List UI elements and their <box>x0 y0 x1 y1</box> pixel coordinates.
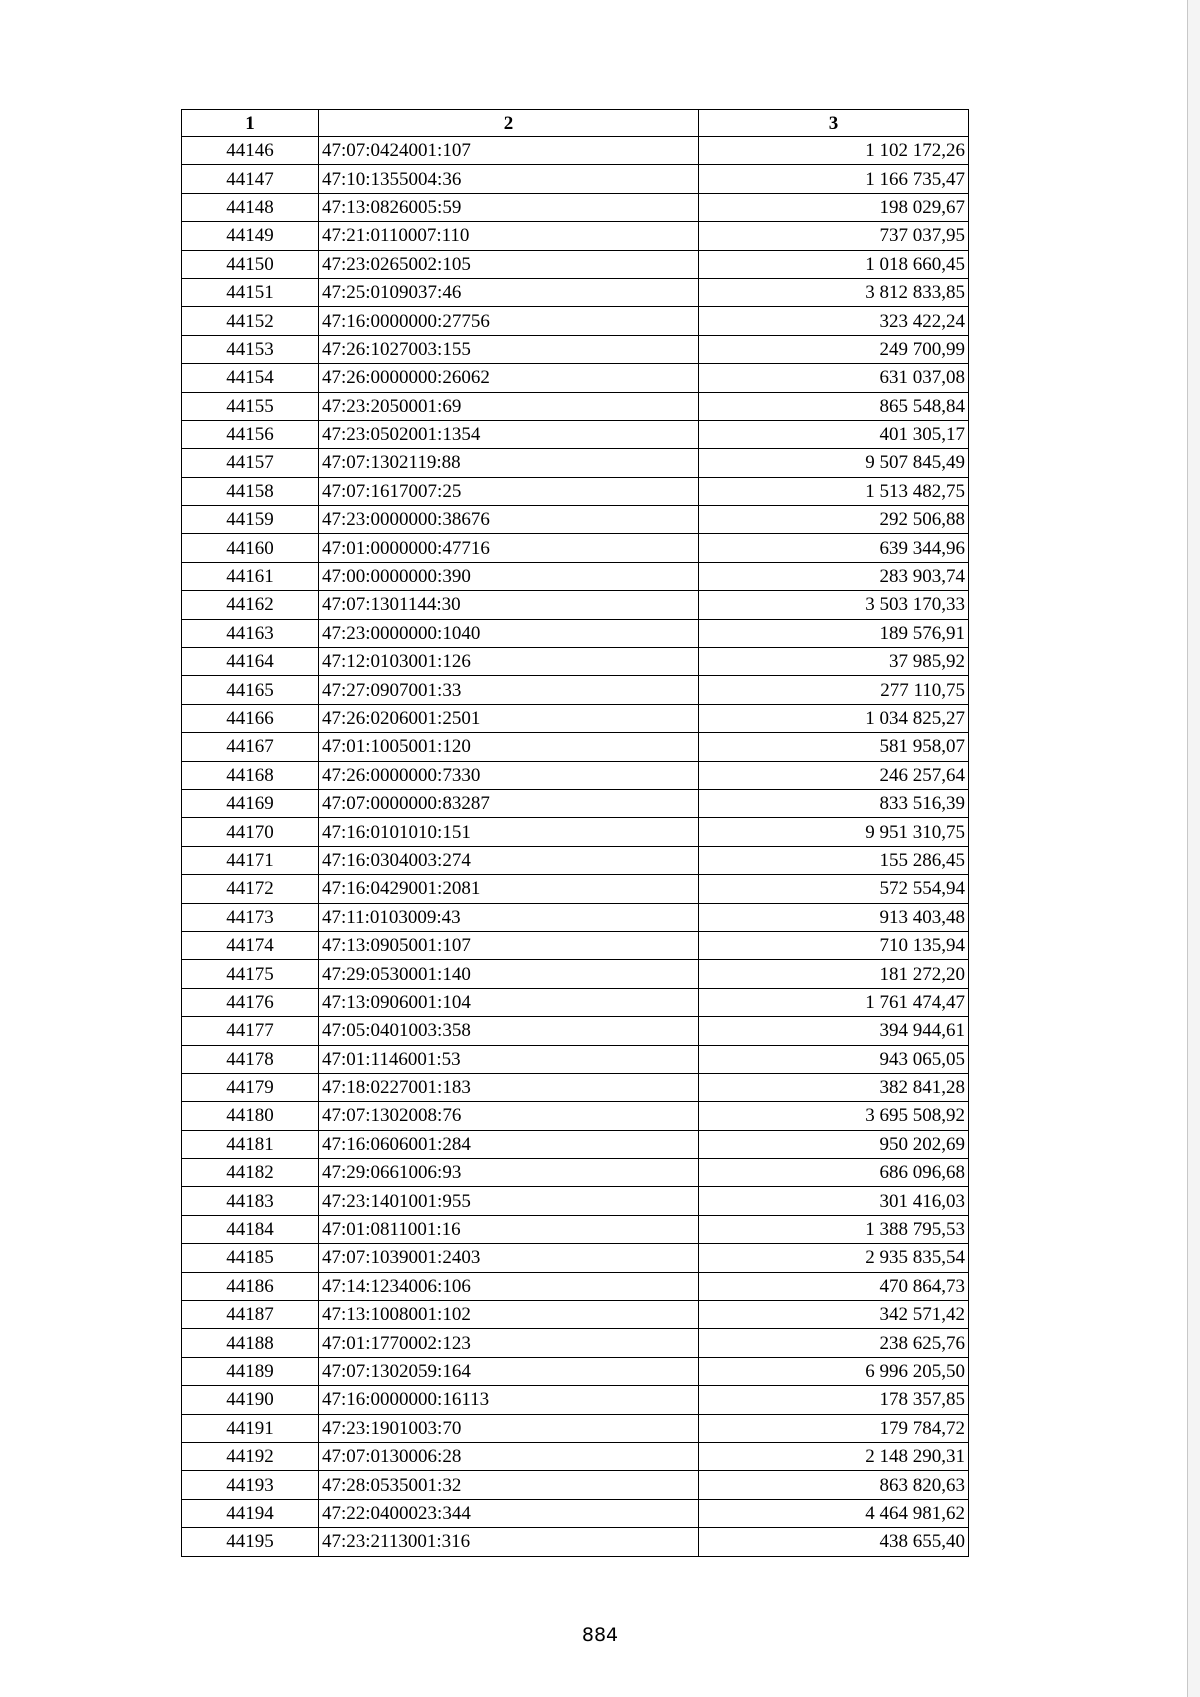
cadastral-number-cell: 47:22:0400023:344 <box>319 1499 699 1527</box>
value-cell: 246 257,64 <box>699 761 969 789</box>
table-row <box>182 1528 969 1556</box>
table-row <box>182 1386 969 1414</box>
value-cell: 1 034 825,27 <box>699 704 969 732</box>
row-number-cell: 44185 <box>182 1244 319 1272</box>
cadastral-number-cell: 47:16:0000000:16113 <box>319 1386 699 1414</box>
cadastral-number-cell: 47:13:0906001:104 <box>319 988 699 1016</box>
row-number-cell: 44159 <box>182 506 319 534</box>
cadastral-number-cell: 47:29:0661006:93 <box>319 1159 699 1187</box>
row-number-cell: 44149 <box>182 222 319 250</box>
table-row <box>182 789 969 817</box>
cadastral-number-cell: 47:07:1039001:2403 <box>319 1244 699 1272</box>
value-cell: 2 935 835,54 <box>699 1244 969 1272</box>
value-cell: 178 357,85 <box>699 1386 969 1414</box>
table-row <box>182 1130 969 1158</box>
row-number-cell: 44165 <box>182 676 319 704</box>
table-body <box>182 137 969 1557</box>
table-row <box>182 875 969 903</box>
value-cell: 181 272,20 <box>699 960 969 988</box>
cadastral-number-cell: 47:26:0206001:2501 <box>319 704 699 732</box>
value-cell: 323 422,24 <box>699 307 969 335</box>
row-number-cell: 44150 <box>182 250 319 278</box>
cadastral-number-cell: 47:07:0000000:83287 <box>319 789 699 817</box>
value-cell: 292 506,88 <box>699 506 969 534</box>
value-cell: 283 903,74 <box>699 562 969 590</box>
column-header-3: 3 <box>699 110 969 137</box>
table-row <box>182 1045 969 1073</box>
cadastral-number-cell: 47:11:0103009:43 <box>319 903 699 931</box>
row-number-cell: 44172 <box>182 875 319 903</box>
value-cell: 639 344,96 <box>699 534 969 562</box>
row-number-cell: 44168 <box>182 761 319 789</box>
cadastral-number-cell: 47:12:0103001:126 <box>319 648 699 676</box>
table-row <box>182 307 969 335</box>
row-number-cell: 44147 <box>182 165 319 193</box>
value-cell: 2 148 290,31 <box>699 1442 969 1470</box>
row-number-cell: 44173 <box>182 903 319 931</box>
table-row <box>182 1357 969 1385</box>
table-row <box>182 562 969 590</box>
value-cell: 865 548,84 <box>699 392 969 420</box>
row-number-cell: 44183 <box>182 1187 319 1215</box>
cadastral-number-cell: 47:26:1027003:155 <box>319 335 699 363</box>
cadastral-number-cell: 47:28:0535001:32 <box>319 1471 699 1499</box>
cadastral-number-cell: 47:05:0401003:358 <box>319 1017 699 1045</box>
table-row <box>182 534 969 562</box>
value-cell: 1 166 735,47 <box>699 165 969 193</box>
value-cell: 833 516,39 <box>699 789 969 817</box>
table-row <box>182 278 969 306</box>
cadastral-number-cell: 47:23:0502001:1354 <box>319 420 699 448</box>
value-cell: 1 102 172,26 <box>699 137 969 165</box>
cadastral-number-cell: 47:23:1401001:955 <box>319 1187 699 1215</box>
row-number-cell: 44175 <box>182 960 319 988</box>
value-cell: 913 403,48 <box>699 903 969 931</box>
table-row <box>182 988 969 1016</box>
cadastral-number-cell: 47:07:1301144:30 <box>319 591 699 619</box>
page-number: 884 <box>581 1624 619 1646</box>
value-cell: 6 996 205,50 <box>699 1357 969 1385</box>
cadastral-number-cell: 47:23:1901003:70 <box>319 1414 699 1442</box>
value-cell: 342 571,42 <box>699 1301 969 1329</box>
row-number-cell: 44178 <box>182 1045 319 1073</box>
table-row <box>182 1102 969 1130</box>
value-cell: 737 037,95 <box>699 222 969 250</box>
row-number-cell: 44184 <box>182 1215 319 1243</box>
table-row <box>182 477 969 505</box>
table-row <box>182 506 969 534</box>
row-number-cell: 44163 <box>182 619 319 647</box>
value-cell: 3 503 170,33 <box>699 591 969 619</box>
value-cell: 189 576,91 <box>699 619 969 647</box>
row-number-cell: 44187 <box>182 1301 319 1329</box>
cadastral-number-cell: 47:23:0265002:105 <box>319 250 699 278</box>
table-header-row <box>182 110 969 137</box>
value-cell: 438 655,40 <box>699 1528 969 1556</box>
cadastral-number-cell: 47:01:1005001:120 <box>319 733 699 761</box>
cadastral-number-cell: 47:23:0000000:1040 <box>319 619 699 647</box>
cadastral-number-cell: 47:26:0000000:26062 <box>319 364 699 392</box>
cadastral-number-cell: 47:23:2113001:316 <box>319 1528 699 1556</box>
row-number-cell: 44189 <box>182 1357 319 1385</box>
value-cell: 470 864,73 <box>699 1272 969 1300</box>
table-row <box>182 1471 969 1499</box>
cadastral-number-cell: 47:07:1617007:25 <box>319 477 699 505</box>
cadastral-number-cell: 47:13:0826005:59 <box>319 193 699 221</box>
table-row <box>182 364 969 392</box>
cadastral-number-cell: 47:01:1146001:53 <box>319 1045 699 1073</box>
row-number-cell: 44162 <box>182 591 319 619</box>
row-number-cell: 44155 <box>182 392 319 420</box>
row-number-cell: 44158 <box>182 477 319 505</box>
table-row <box>182 165 969 193</box>
row-number-cell: 44154 <box>182 364 319 392</box>
row-number-cell: 44167 <box>182 733 319 761</box>
table-row <box>182 222 969 250</box>
value-cell: 9 951 310,75 <box>699 818 969 846</box>
table-row <box>182 903 969 931</box>
cadastral-number-cell: 47:00:0000000:390 <box>319 562 699 590</box>
value-cell: 710 135,94 <box>699 931 969 959</box>
table-row <box>182 137 969 165</box>
page-right-edge <box>1187 0 1200 1697</box>
table-row <box>182 931 969 959</box>
value-cell: 943 065,05 <box>699 1045 969 1073</box>
row-number-cell: 44177 <box>182 1017 319 1045</box>
row-number-cell: 44166 <box>182 704 319 732</box>
value-cell: 198 029,67 <box>699 193 969 221</box>
row-number-cell: 44176 <box>182 988 319 1016</box>
cadastral-number-cell: 47:07:0130006:28 <box>319 1442 699 1470</box>
row-number-cell: 44169 <box>182 789 319 817</box>
value-cell: 1 018 660,45 <box>699 250 969 278</box>
cadastral-number-cell: 47:16:0000000:27756 <box>319 307 699 335</box>
value-cell: 3 812 833,85 <box>699 278 969 306</box>
table-row <box>182 392 969 420</box>
row-number-cell: 44195 <box>182 1528 319 1556</box>
value-cell: 277 110,75 <box>699 676 969 704</box>
table-row <box>182 335 969 363</box>
value-cell: 301 416,03 <box>699 1187 969 1215</box>
row-number-cell: 44191 <box>182 1414 319 1442</box>
cadastral-number-cell: 47:01:0000000:47716 <box>319 534 699 562</box>
row-number-cell: 44160 <box>182 534 319 562</box>
table-row <box>182 619 969 647</box>
value-cell: 863 820,63 <box>699 1471 969 1499</box>
table-row <box>182 1414 969 1442</box>
table-row <box>182 449 969 477</box>
row-number-cell: 44188 <box>182 1329 319 1357</box>
value-cell: 37 985,92 <box>699 648 969 676</box>
cadastral-number-cell: 47:01:0811001:16 <box>319 1215 699 1243</box>
table-row <box>182 420 969 448</box>
cadastral-number-cell: 47:01:1770002:123 <box>319 1329 699 1357</box>
row-number-cell: 44146 <box>182 137 319 165</box>
value-cell: 179 784,72 <box>699 1414 969 1442</box>
row-number-cell: 44174 <box>182 931 319 959</box>
cadastral-number-cell: 47:26:0000000:7330 <box>319 761 699 789</box>
table-row <box>182 591 969 619</box>
value-cell: 631 037,08 <box>699 364 969 392</box>
table-row <box>182 1329 969 1357</box>
row-number-cell: 44186 <box>182 1272 319 1300</box>
value-cell: 1 761 474,47 <box>699 988 969 1016</box>
value-cell: 249 700,99 <box>699 335 969 363</box>
table-row <box>182 1499 969 1527</box>
row-number-cell: 44171 <box>182 846 319 874</box>
cadastral-number-cell: 47:29:0530001:140 <box>319 960 699 988</box>
table-row <box>182 676 969 704</box>
table-row <box>182 846 969 874</box>
value-cell: 3 695 508,92 <box>699 1102 969 1130</box>
cadastral-number-cell: 47:07:1302008:76 <box>319 1102 699 1130</box>
row-number-cell: 44164 <box>182 648 319 676</box>
cadastral-number-cell: 47:25:0109037:46 <box>319 278 699 306</box>
value-cell: 1 388 795,53 <box>699 1215 969 1243</box>
column-header-1: 1 <box>182 110 319 137</box>
table-row <box>182 1442 969 1470</box>
row-number-cell: 44153 <box>182 335 319 363</box>
value-cell: 572 554,94 <box>699 875 969 903</box>
cadastral-number-cell: 47:07:1302119:88 <box>319 449 699 477</box>
row-number-cell: 44193 <box>182 1471 319 1499</box>
row-number-cell: 44181 <box>182 1130 319 1158</box>
value-cell: 4 464 981,62 <box>699 1499 969 1527</box>
cadastral-number-cell: 47:07:1302059:164 <box>319 1357 699 1385</box>
value-cell: 9 507 845,49 <box>699 449 969 477</box>
cadastral-number-cell: 47:16:0101010:151 <box>319 818 699 846</box>
table-row <box>182 704 969 732</box>
table-row <box>182 1301 969 1329</box>
table-row <box>182 1244 969 1272</box>
row-number-cell: 44190 <box>182 1386 319 1414</box>
value-cell: 394 944,61 <box>699 1017 969 1045</box>
value-cell: 155 286,45 <box>699 846 969 874</box>
value-cell: 401 305,17 <box>699 420 969 448</box>
table-row <box>182 960 969 988</box>
column-header-2: 2 <box>319 110 699 137</box>
value-cell: 382 841,28 <box>699 1073 969 1101</box>
row-number-cell: 44180 <box>182 1102 319 1130</box>
row-number-cell: 44182 <box>182 1159 319 1187</box>
row-number-cell: 44156 <box>182 420 319 448</box>
row-number-cell: 44194 <box>182 1499 319 1527</box>
table-row <box>182 193 969 221</box>
table-row <box>182 1187 969 1215</box>
cadastral-number-cell: 47:16:0606001:284 <box>319 1130 699 1158</box>
value-cell: 686 096,68 <box>699 1159 969 1187</box>
cadastral-number-cell: 47:13:0905001:107 <box>319 931 699 959</box>
table-row <box>182 1017 969 1045</box>
cadastral-number-cell: 47:16:0304003:274 <box>319 846 699 874</box>
value-cell: 581 958,07 <box>699 733 969 761</box>
row-number-cell: 44151 <box>182 278 319 306</box>
value-cell: 1 513 482,75 <box>699 477 969 505</box>
cadastral-number-cell: 47:23:0000000:38676 <box>319 506 699 534</box>
row-number-cell: 44148 <box>182 193 319 221</box>
cadastral-number-cell: 47:27:0907001:33 <box>319 676 699 704</box>
table-row <box>182 733 969 761</box>
cadastral-number-cell: 47:18:0227001:183 <box>319 1073 699 1101</box>
cadastral-number-cell: 47:07:0424001:107 <box>319 137 699 165</box>
table-row <box>182 761 969 789</box>
cadastral-number-cell: 47:14:1234006:106 <box>319 1272 699 1300</box>
row-number-cell: 44179 <box>182 1073 319 1101</box>
data-table <box>181 109 969 1557</box>
value-cell: 950 202,69 <box>699 1130 969 1158</box>
table-row <box>182 1272 969 1300</box>
row-number-cell: 44152 <box>182 307 319 335</box>
table-row <box>182 1073 969 1101</box>
cadastral-number-cell: 47:16:0429001:2081 <box>319 875 699 903</box>
row-number-cell: 44157 <box>182 449 319 477</box>
cadastral-number-cell: 47:21:0110007:110 <box>319 222 699 250</box>
row-number-cell: 44161 <box>182 562 319 590</box>
table-row <box>182 1215 969 1243</box>
table-row <box>182 250 969 278</box>
cadastral-number-cell: 47:10:1355004:36 <box>319 165 699 193</box>
table-row <box>182 648 969 676</box>
table-row <box>182 818 969 846</box>
table-row <box>182 1159 969 1187</box>
row-number-cell: 44170 <box>182 818 319 846</box>
cadastral-number-cell: 47:13:1008001:102 <box>319 1301 699 1329</box>
value-cell: 238 625,76 <box>699 1329 969 1357</box>
row-number-cell: 44192 <box>182 1442 319 1470</box>
cadastral-number-cell: 47:23:2050001:69 <box>319 392 699 420</box>
